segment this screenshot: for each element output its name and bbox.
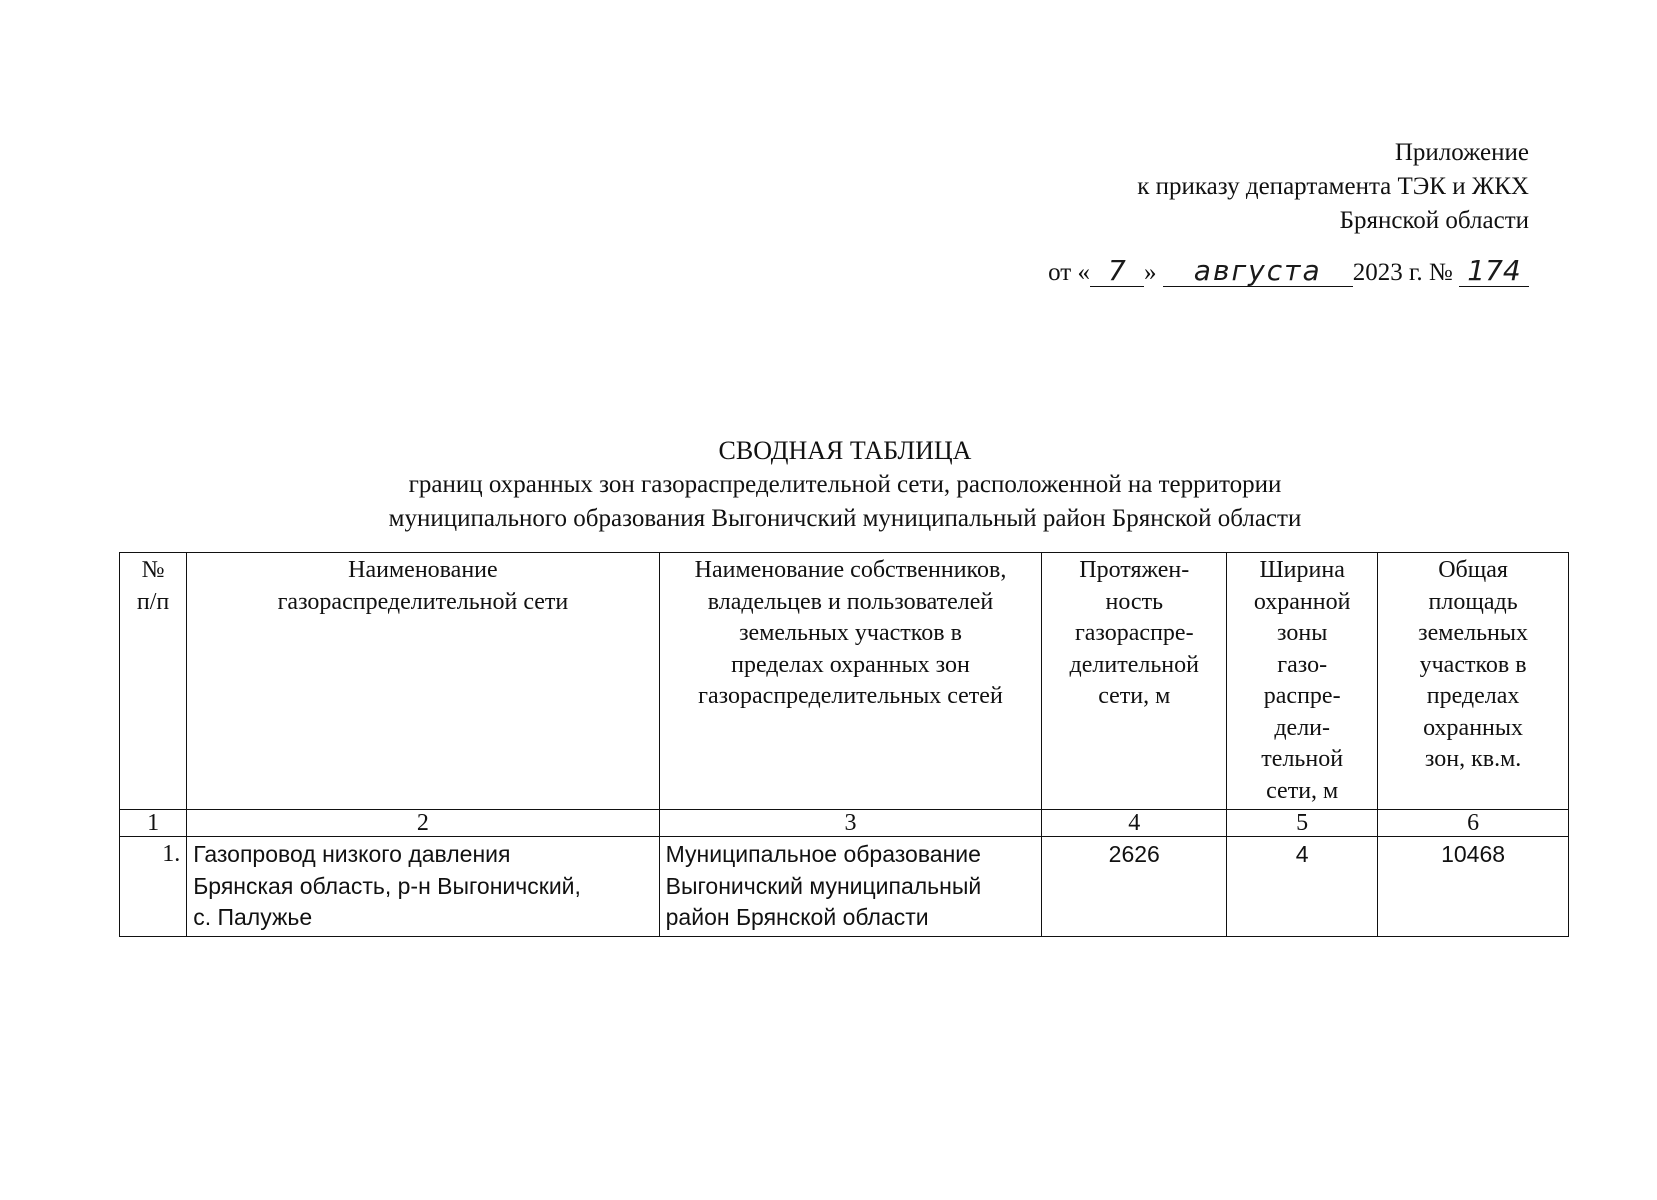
header-cell-length	[1042, 553, 1227, 810]
annex-title: Приложение	[1394, 139, 1529, 166]
header-text: площадь	[1428, 588, 1518, 615]
order-prefix: от «	[1048, 259, 1090, 286]
order-day-handwritten: 7	[1090, 256, 1144, 287]
header-text: пределах охранных зон	[731, 651, 970, 678]
column-number-cell: 5	[1227, 810, 1378, 837]
header-text: газораспределительной сети	[277, 588, 569, 615]
header-text: газораспре-	[1074, 620, 1194, 646]
header-text: сети, м	[1098, 683, 1171, 709]
row-width-cell: 4	[1227, 837, 1378, 937]
document-title: СВОДНАЯ ТАБЛИЦА	[718, 436, 972, 465]
header-text: охранной	[1253, 588, 1351, 615]
summary-table	[119, 552, 1569, 937]
header-text: зон, кв.м.	[1424, 746, 1522, 772]
header-text: Общая	[1438, 557, 1508, 583]
document-subtitle-line-2: муниципального образования Выгоничский муниципальный район Брянской области	[388, 505, 1302, 532]
cell-text: Муниципальное образование	[665, 841, 981, 867]
header-cell-number	[120, 553, 187, 810]
header-text: №	[141, 557, 165, 583]
order-year-text: 2023 г. №	[1352, 259, 1453, 286]
header-text: сети, м	[1266, 777, 1339, 804]
header-text: тельной	[1261, 746, 1344, 772]
header-text: земельных	[1418, 620, 1529, 646]
column-number-cell: 3	[659, 810, 1042, 837]
header-text: газо-	[1277, 651, 1328, 678]
header-text: Наименование собственников,	[694, 557, 1007, 583]
header-text: владельцев и пользователей	[707, 588, 994, 615]
header-text: Ширина	[1259, 557, 1345, 583]
cell-text: Газопровод низкого давления	[193, 841, 511, 867]
cell-text: район Брянской области	[665, 904, 929, 930]
row-number-cell: 1.	[120, 837, 187, 937]
cell-text: с. Палужье	[193, 904, 313, 930]
column-number-row	[120, 810, 1569, 837]
row-length-cell: 2626	[1042, 837, 1227, 937]
header-cell-network-name	[187, 553, 659, 810]
header-text: охранных	[1423, 714, 1524, 741]
document-title-block	[0, 434, 1657, 536]
table-row	[120, 837, 1569, 937]
column-number-cell: 4	[1042, 810, 1227, 837]
header-text: Наименование	[348, 557, 498, 583]
header-text: делительной	[1069, 651, 1199, 678]
row-network-name-cell	[187, 837, 659, 937]
header-text: пределах	[1426, 683, 1520, 709]
header-cell-owners	[659, 553, 1042, 810]
header-text: Протяжен-	[1079, 557, 1190, 583]
header-text: дели-	[1274, 714, 1331, 741]
column-number-cell: 1	[120, 810, 187, 837]
row-area-cell: 10468	[1378, 837, 1569, 937]
row-owner-cell	[659, 837, 1042, 937]
header-text: п/п	[136, 588, 170, 615]
annex-region: Брянской области	[1339, 207, 1529, 234]
header-text: ность	[1105, 588, 1164, 615]
header-text: зоны	[1277, 620, 1328, 646]
column-number-cell: 2	[187, 810, 659, 837]
header-text: распре-	[1263, 683, 1341, 709]
annex-block	[1137, 136, 1529, 238]
order-date-line	[1048, 256, 1529, 290]
header-text: участков в	[1419, 651, 1527, 678]
annex-order-ref: к приказу департамента ТЭК и ЖКХ	[1137, 173, 1529, 200]
table-header-row	[120, 553, 1569, 810]
cell-text: Выгоничский муниципальный	[665, 872, 982, 899]
order-quote-close: »	[1143, 259, 1157, 286]
order-month-handwritten: августа	[1163, 256, 1353, 287]
cell-text: Брянская область, р-н Выгоничский,	[193, 872, 581, 899]
header-cell-zone-width	[1227, 553, 1378, 810]
header-text: газораспределительных сетей	[698, 683, 1003, 709]
column-number-cell: 6	[1378, 810, 1569, 837]
header-cell-total-area	[1378, 553, 1569, 810]
document-subtitle-line-1: границ охранных зон газораспределительной сети, расположенной на территории	[408, 471, 1282, 498]
order-number-handwritten: 174	[1459, 256, 1529, 287]
header-text: земельных участков в	[739, 620, 962, 646]
